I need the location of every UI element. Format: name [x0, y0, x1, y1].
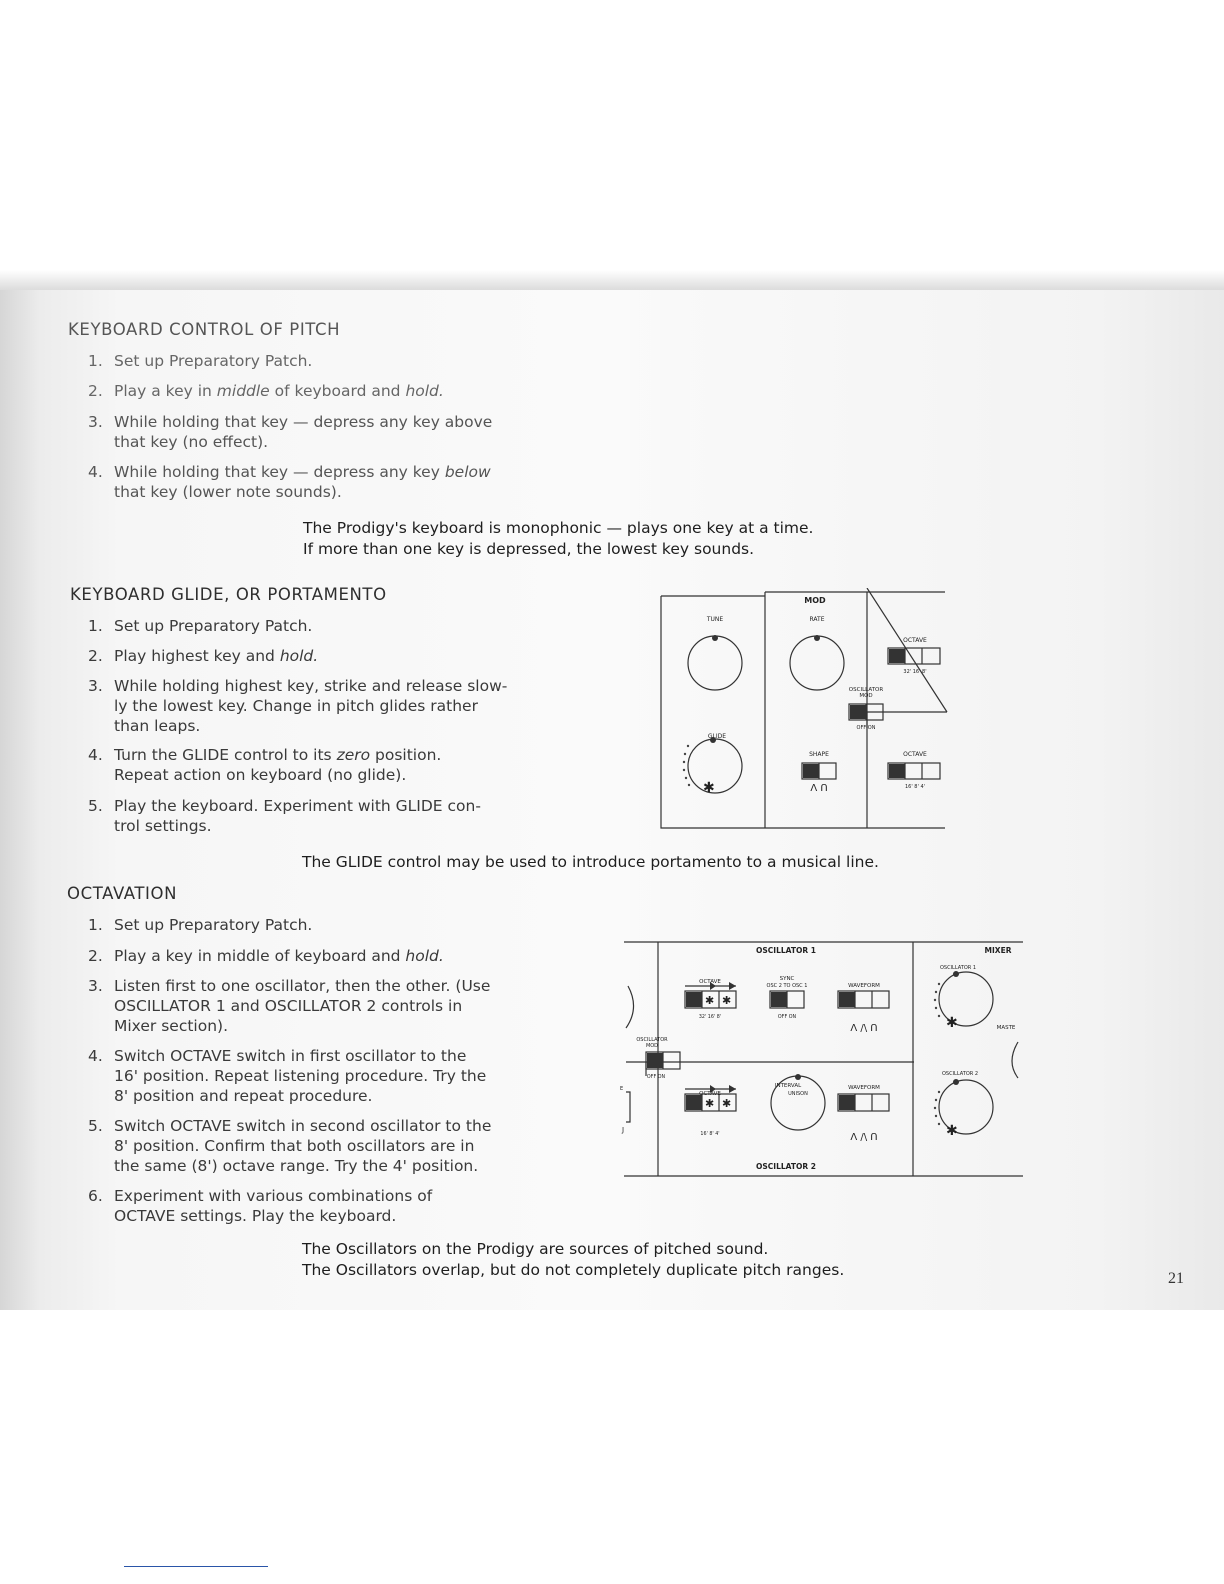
left-edge-j: J — [622, 1126, 625, 1134]
oct-step-2: 2. Play a key in middle of keyboard and hold. — [88, 947, 444, 965]
oct-step-1: 1. Set up Preparatory Patch. — [88, 916, 313, 934]
shape-label: SHAPE — [809, 751, 829, 758]
octave2-ticks: 16' 8' 4' — [700, 1132, 720, 1137]
osc-mod-label-b: MOD — [645, 1043, 659, 1049]
glide-step-3: 3. While holding highest key, strike and release slow- ly the lowest key. Change in pitch glides rather than leaps. — [88, 677, 508, 735]
unison-label: UNISON — [788, 1091, 808, 1097]
waveform2-ticks: Λ /\ Ո — [850, 1132, 878, 1143]
octave1-ticks: 32' 16' 8' — [698, 1015, 722, 1020]
svg-text:✱: ✱ — [722, 1097, 732, 1110]
page-number: 21 — [1168, 1270, 1184, 1287]
glide-label: GLIDE — [707, 733, 727, 740]
svg-text:✱: ✱ — [946, 1123, 958, 1139]
octave-label-bottom: OCTAVE — [903, 751, 927, 758]
rate-label: RATE — [809, 616, 825, 623]
osc-mod-ticks: OFF ON — [646, 1075, 666, 1080]
svg-text:✱: ✱ — [946, 1015, 958, 1031]
mixer-osc1-label: OSCILLATOR 1 — [939, 965, 977, 971]
mixer-title: MIXER — [984, 946, 1012, 955]
oct-step-6: 6. Experiment with various combinations of OCTAVE settings. Play the keyboard. — [88, 1187, 433, 1225]
heading-keyboard-glide: KEYBOARD GLIDE, OR PORTAMENTO — [70, 585, 387, 604]
oct-step-4: 4. Switch OCTAVE switch in first oscillator to the 16' position. Repeat listening procedure. Try the 8' position and repeat procedure. — [88, 1047, 487, 1105]
oscillator-panel-diagram — [618, 936, 1028, 1184]
octave-label-top: OCTAVE — [903, 637, 927, 644]
osc-mod-ticks: OFF ON — [856, 725, 876, 731]
svg-text:✱: ✱ — [722, 994, 732, 1007]
osc-mod-label-1: OSCILLATOR — [848, 687, 884, 693]
bottom-rule — [124, 1566, 268, 1567]
shape-ticks: Λ Ո — [810, 783, 828, 794]
pitch-step-4: 4. While holding that key — depress any key below that key (lower note sounds). — [88, 463, 491, 501]
waveform1-label: WAVEFORM — [848, 983, 880, 989]
octave2-label: OCTAVE — [699, 1091, 721, 1097]
pitch-step-1: 1. Set up Preparatory Patch. — [88, 352, 313, 370]
mixer-osc2-label: OSCILLATOR 2 — [941, 1071, 979, 1077]
glide-step-5: 5. Play the keyboard. Experiment with GLIDE con- trol settings. — [88, 797, 481, 835]
svg-text:✱: ✱ — [705, 994, 715, 1007]
pitch-step-3: 3. While holding that key — depress any key above that key (no effect). — [88, 413, 493, 451]
waveform2-label: WAVEFORM — [848, 1085, 880, 1091]
osc2-title: OSCILLATOR 2 — [756, 1162, 816, 1171]
osc-mod-label-a: OSCILLATOR — [636, 1037, 668, 1043]
left-edge-e: E — [620, 1086, 624, 1092]
pitch-step-2: 2. Play a key in middle of keyboard and hold. — [88, 382, 444, 400]
waveform1-ticks: Λ /\ Ո — [850, 1023, 878, 1034]
svg-text:✱: ✱ — [703, 780, 715, 796]
master-label: MASTE — [996, 1025, 1016, 1031]
heading-keyboard-control-of-pitch: KEYBOARD CONTROL OF PITCH — [68, 320, 341, 339]
heading-octavation: OCTAVATION — [67, 884, 178, 903]
page-edge-shadow — [0, 270, 1224, 290]
interval-label: INTERVAL — [774, 1083, 802, 1089]
pitch-note: The Prodigy's keyboard is monophonic — plays one key at a time. If more than one key is depressed, the lowest key sounds. — [303, 519, 814, 558]
oct-step-3: 3. Listen first to one oscillator, then the other. (Use OSCILLATOR 1 and OSCILLATOR 2 controls in Mixer section). — [88, 977, 491, 1035]
mod-label: MOD — [804, 596, 826, 605]
glide-panel-diagram — [655, 588, 955, 836]
glide-step-2: 2. Play highest key and hold. — [88, 647, 319, 665]
osc1-title: OSCILLATOR 1 — [756, 946, 816, 955]
oct-step-5: 5. Switch OCTAVE switch in second oscillator to the 8' position. Confirm that both oscillators are in the same (8') octave range. Try the 4' position. — [88, 1117, 492, 1175]
octavation-note: The Oscillators on the Prodigy are sources of pitched sound. The Oscillators overlap, but do not completely duplicate pitch ranges. — [302, 1240, 845, 1279]
glide-step-4: 4. Turn the GLIDE control to its zero position. Repeat action on keyboard (no glide). — [88, 746, 442, 784]
sync-sub-label: OSC 2 TO OSC 1 — [766, 983, 808, 989]
osc-mod-label-2: MOD — [859, 693, 873, 699]
octave1-label: OCTAVE — [699, 979, 721, 985]
glide-note: The GLIDE control may be used to introduce portamento to a musical line. — [302, 853, 879, 871]
glide-step-1: 1. Set up Preparatory Patch. — [88, 617, 313, 635]
svg-text:✱: ✱ — [705, 1097, 715, 1110]
sync-label: SYNC — [779, 976, 795, 982]
octave-ticks-bottom: 16' 8' 4' — [904, 784, 926, 790]
tune-label: TUNE — [706, 616, 724, 623]
octave-ticks-top: 32' 16' 8' — [903, 669, 927, 675]
sync-ticks: OFF ON — [777, 1015, 797, 1020]
